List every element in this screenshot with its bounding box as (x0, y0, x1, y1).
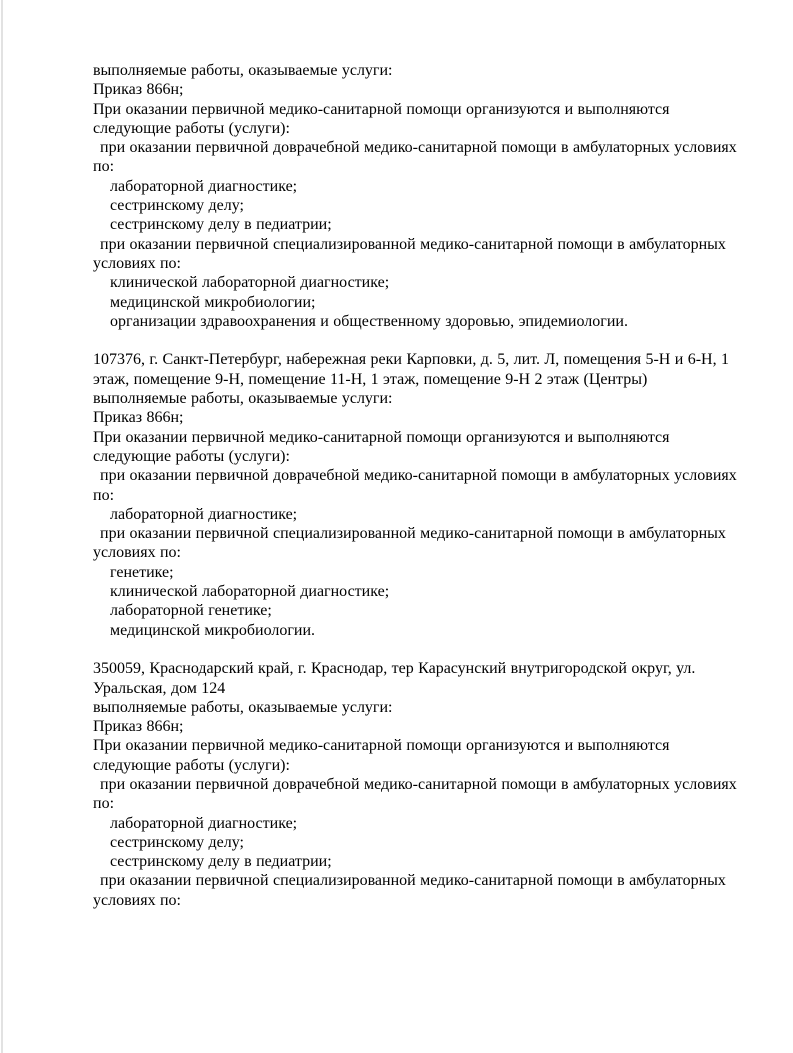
works-services-label: выполняемые работы, оказываемые услуги: (93, 62, 393, 79)
service-item: сестринскому делу; (110, 833, 244, 851)
service-item: лабораторной диагностике; (110, 814, 298, 832)
license-sections (93, 61, 738, 910)
category-line: при оказании первичной доврачебной медико-санитарной помощи в амбулаторных условиях по: (93, 139, 737, 176)
service-item: организации здравоохранения и общественному здоровью, эпидемиологии. (110, 312, 628, 330)
license-section (93, 61, 738, 331)
service-item: лабораторной диагностике; (110, 505, 298, 523)
order-reference: Приказ 866н; (93, 81, 184, 99)
service-item: лабораторной генетике; (110, 602, 272, 620)
service-item: сестринскому делу в педиатрии; (110, 216, 332, 234)
license-section (93, 659, 738, 910)
works-services-label: выполняемые работы, оказываемые услуги: (93, 390, 393, 408)
works-services-label: выполняемые работы, оказываемые услуги: (93, 698, 393, 716)
category-line: при оказании первичной доврачебной медико-санитарной помощи в амбулаторных условиях по: (93, 467, 737, 504)
intro-line: При оказании первичной медико-санитарной помощи организуются и выполняются следующие работы (услуги): (93, 428, 670, 465)
address-line: 107376, г. Санкт-Петербург, набережная реки Карповки, д. 5, лит. Л, помещения 5-Н и 6-Н, 1 этаж, помещение 9-Н, помещение 11-Н, 1 этаж, помещение 9-Н 2 этаж (Центры) (93, 351, 729, 388)
license-section (93, 350, 738, 639)
category-line: при оказании первичной специализированной медико-санитарной помощи в амбулаторных условиях по: (93, 872, 726, 909)
category-line: при оказании первичной специализированной медико-санитарной помощи в амбулаторных условиях по: (93, 525, 726, 562)
service-item: клинической лабораторной диагностике; (110, 583, 390, 601)
service-item: лабораторной диагностике; (110, 177, 298, 195)
service-item: медицинской микробиологии. (110, 621, 316, 639)
category-line: при оказании первичной специализированной медико-санитарной помощи в амбулаторных условиях по: (93, 235, 726, 272)
address-line: 350059, Краснодарский край, г. Краснодар, тер Карасунский внутригородской округ, ул. Уральская, дом 124 (93, 660, 696, 697)
order-reference: Приказ 866н; (93, 718, 184, 736)
page-edge-line (1, 0, 3, 1053)
category-line: при оказании первичной доврачебной медико-санитарной помощи в амбулаторных условиях по: (93, 775, 737, 813)
service-item: сестринскому делу в педиатрии; (110, 853, 332, 871)
intro-line: При оказании первичной медико-санитарной помощи организуются и выполняются следующие работы (услуги): (93, 737, 670, 774)
service-item: медицинской микробиологии; (110, 293, 316, 311)
license-works-document (93, 61, 738, 910)
service-item: сестринскому делу; (110, 197, 244, 215)
order-reference: Приказ 866н; (93, 409, 184, 427)
service-item: генетике; (110, 563, 174, 581)
service-item: клинической лабораторной диагностике; (110, 274, 390, 292)
intro-line: При оказании первичной медико-санитарной помощи организуются и выполняются следующие работы (услуги): (93, 100, 670, 137)
